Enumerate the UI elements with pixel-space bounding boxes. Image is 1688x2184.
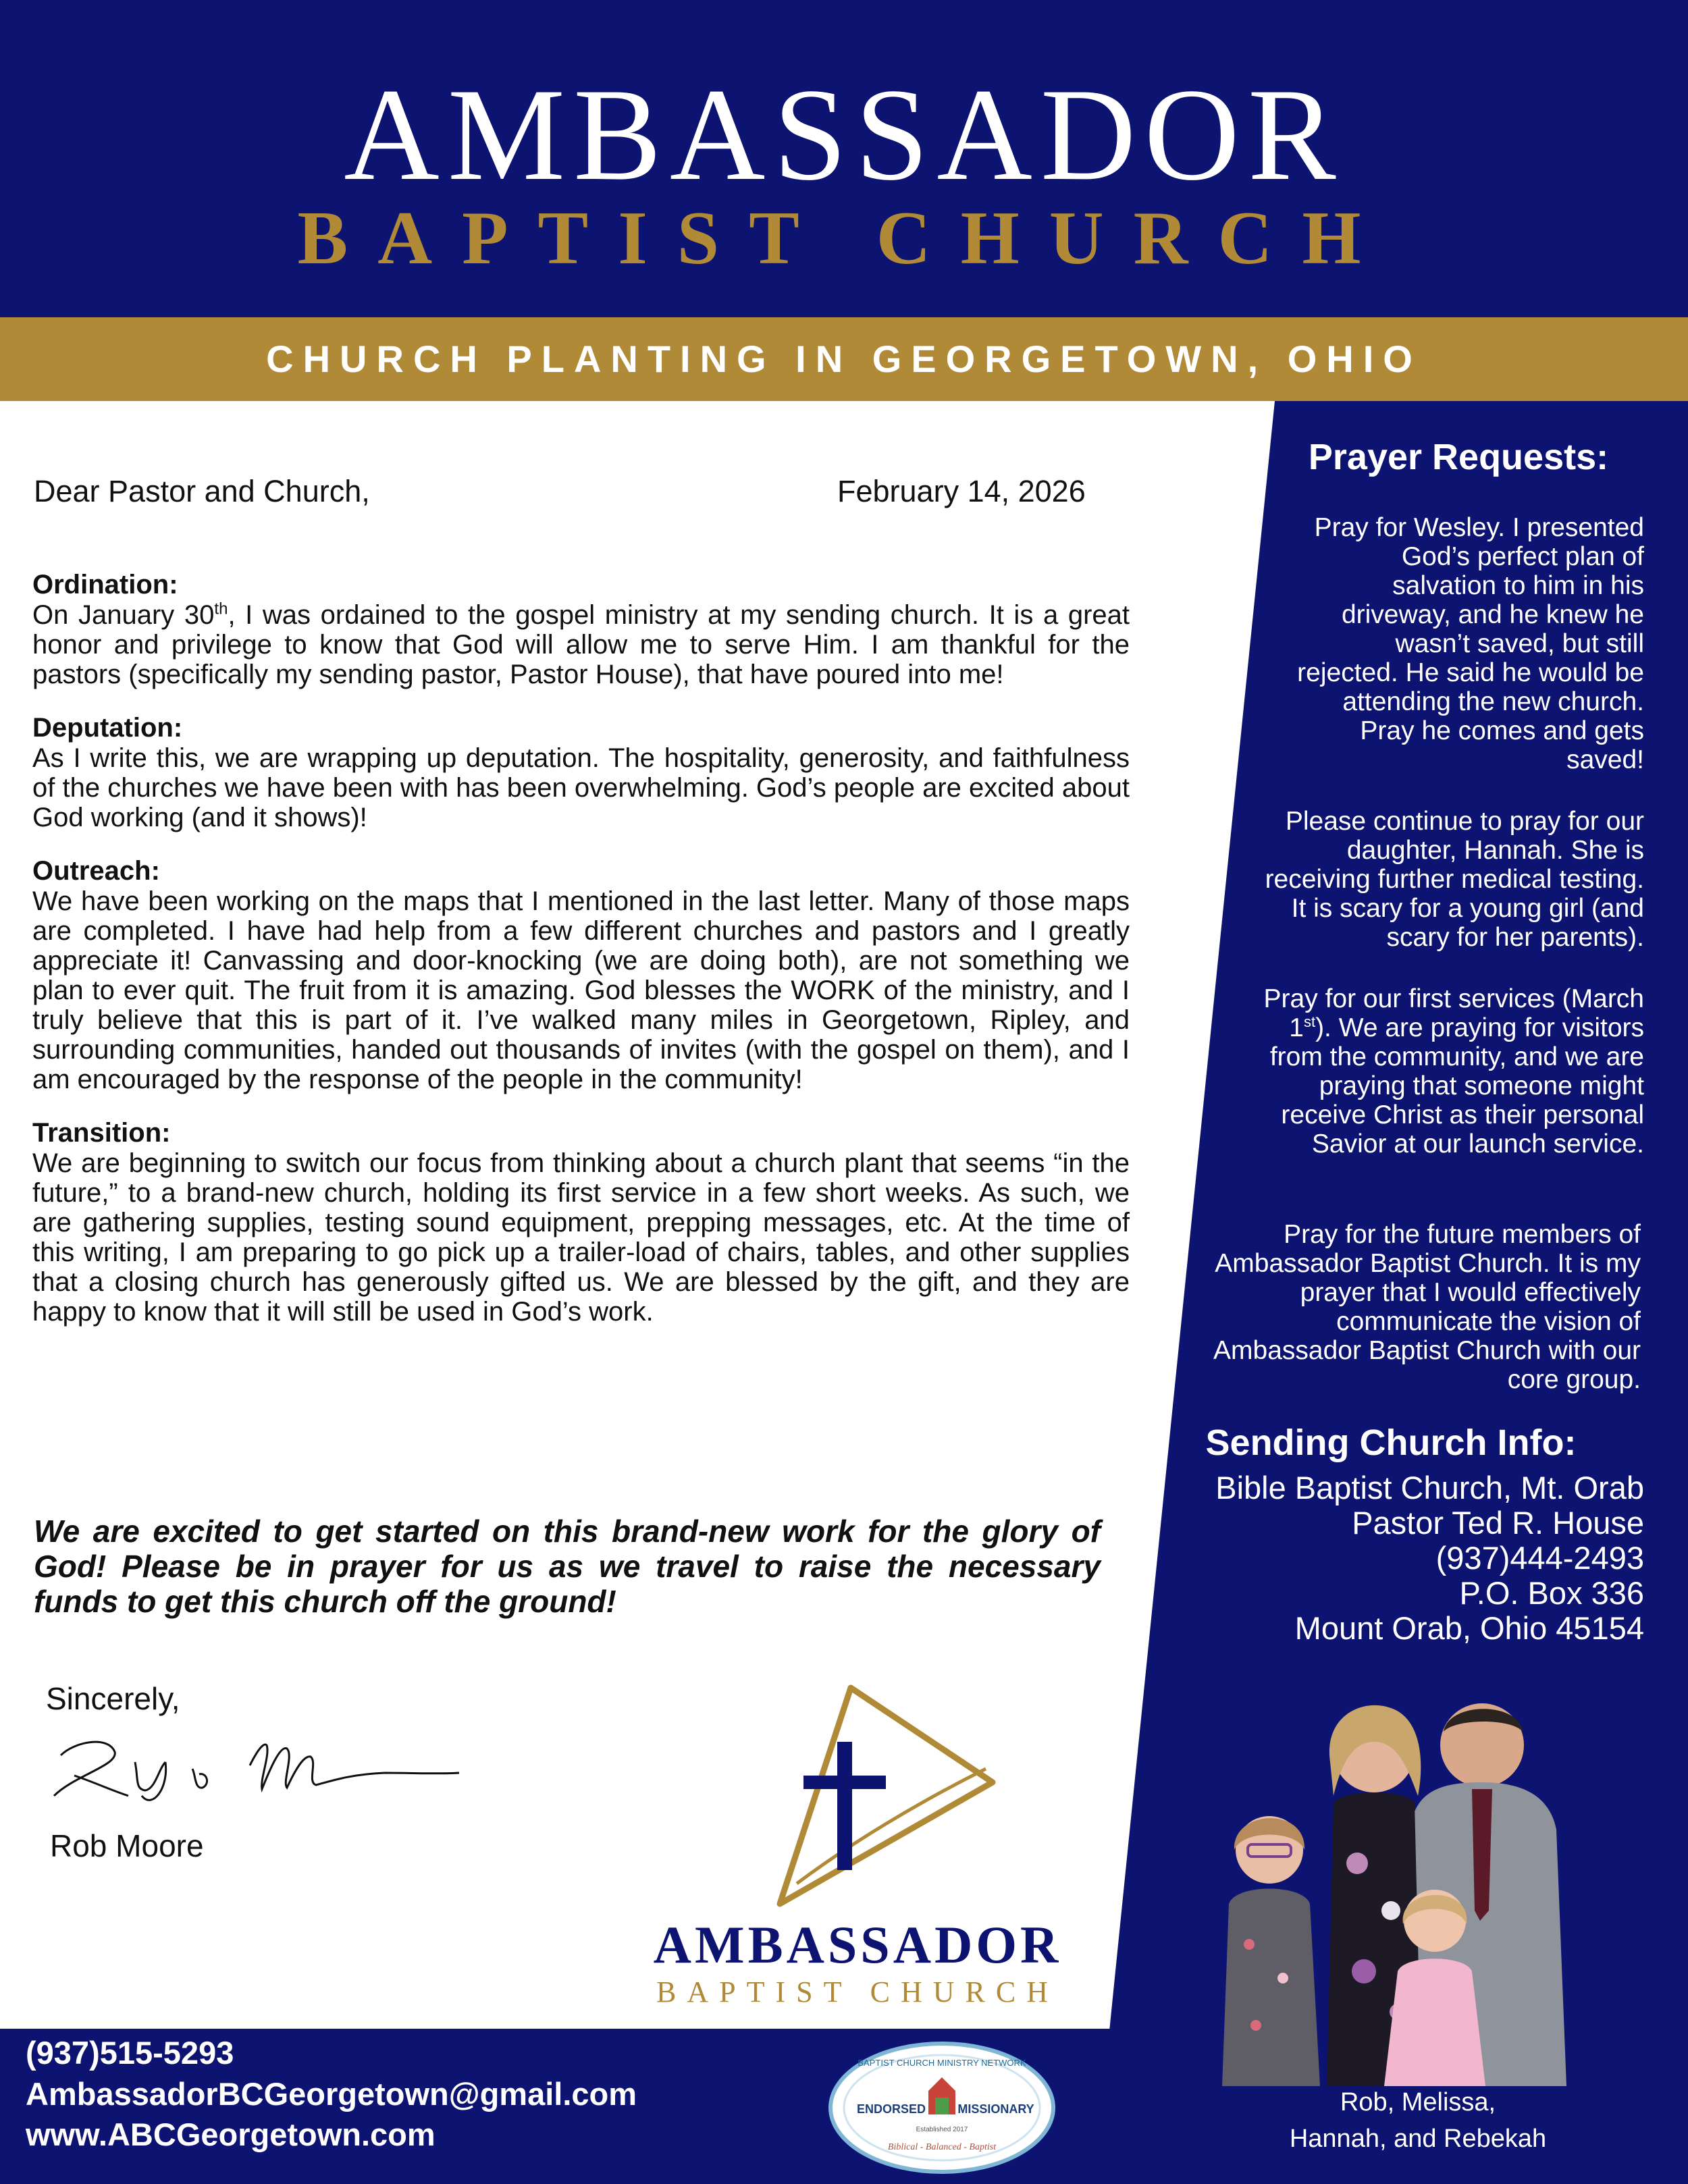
badge-left-text: ENDORSED xyxy=(856,2102,926,2116)
prayer-item: Pray for our first services (March 1st). We are praying for visitors from the community, and we are praying that someone might receive Christ as their personal Savior at our launch service. xyxy=(1263,984,1644,1158)
logo-subtitle: BAPTIST CHURCH xyxy=(656,1975,1059,2008)
badge-top-text: BAPTIST CHURCH MINISTRY NETWORK xyxy=(858,2058,1026,2068)
section-heading: Outreach: xyxy=(32,856,160,886)
signature-image xyxy=(34,1715,466,1816)
letter-date: February 14, 2026 xyxy=(837,474,1086,508)
sending-church-line: (937)444-2493 xyxy=(1435,1540,1644,1576)
logo-title: AMBASSADOR xyxy=(653,1915,1062,1974)
caption-line: Rob, Melissa, xyxy=(1340,2088,1496,2116)
section-heading: Ordination: xyxy=(32,570,178,600)
section-paragraph: On January 30th, I was ordained to the gospel ministry at my sending church. It is a great honor and privilege to know that God will allow me to serve Him. I am thankful for the pastors (specifically my sending pastor, Pastor House), that have poured into me! xyxy=(32,600,1130,689)
badge-right-text: MISSIONARY xyxy=(957,2102,1034,2116)
closing-statement: We are excited to get started on this brand-new work for the glory of God! Please be in prayer for us as we travel to raise the necessary funds to get this church off the ground! xyxy=(34,1514,1101,1619)
prayer-item: Please continue to pray for our daughter, Hannah. She is receiving further medical testing. It is scary for a young girl (and scary for her parents). xyxy=(1265,807,1644,952)
badge-established-text: Established 2017 xyxy=(916,2126,968,2133)
church-title: AMBASSADOR xyxy=(344,61,1344,208)
section-heading: Deputation: xyxy=(32,713,183,743)
sending-church-heading: Sending Church Info: xyxy=(1205,1422,1577,1463)
prayer-item: Pray for the future members of Ambassador Baptist Church. It is my prayer that I would effectively communicate the vision of Ambassador Baptist Church with our core group. xyxy=(1213,1220,1641,1394)
contact-website[interactable]: www.ABCGeorgetown.com xyxy=(26,2116,436,2152)
section-paragraph: We have been working on the maps that I mentioned in the last letter. Many of those maps are completed. I have had help from a few different churches and pastors and I greatly appreciate it! Canvassing and door-knocking (we are doing both), are not something we plan to ever quit. The fruit from it is amazing. God blesses the WORK of the ministry, and I truly believe that this is part of it. I’ve walked many miles in Georgetown, Ripley, and surrounding communities, handed out thousands of invites (with the gospel on them), and I am encouraged by the response of the people in the community! xyxy=(32,886,1130,1094)
greeting: Dear Pastor and Church, xyxy=(34,474,370,508)
church-logo-icon xyxy=(716,1681,999,1924)
section-paragraph: As I write this, we are wrapping up deputation. The hospitality, generosity, and faithfulness of the churches we have been with has been overwhelming. God’s people are excited about God working (and it shows)! xyxy=(32,743,1130,832)
contact-email[interactable]: AmbassadorBCGeorgetown@gmail.com xyxy=(26,2076,637,2112)
sending-church-line: Pastor Ted R. House xyxy=(1352,1505,1644,1541)
signature-name: Rob Moore xyxy=(50,1828,204,1863)
prayer-heading: Prayer Requests: xyxy=(1308,437,1609,477)
family-caption xyxy=(1188,2084,1647,2157)
sending-church-line: Bible Baptist Church, Mt. Orab xyxy=(1215,1470,1644,1506)
contact-phone[interactable]: (937)515-5293 xyxy=(26,2035,234,2071)
signoff: Sincerely, xyxy=(46,1681,180,1716)
section-heading: Transition: xyxy=(32,1118,171,1148)
sending-church-info xyxy=(1114,1470,1644,1646)
prayer-item: Pray for Wesley. I presented God’s perfect plan of salvation to him in his driveway, and he knew he wasn’t saved, but still rejected. He said he would be attending the new church. Pray he comes and gets saved! xyxy=(1297,513,1644,774)
caption-line: Hannah, and Rebekah xyxy=(1289,2125,1547,2153)
church-subtitle: BAPTIST CHURCH xyxy=(297,196,1391,280)
badge-bottom-text: Biblical - Balanced - Baptist xyxy=(887,2142,997,2152)
letter-body xyxy=(32,569,1130,1327)
section-paragraph: We are beginning to switch our focus from thinking about a church plant that seems “in the future,” to a brand-new church, holding its first service in a few short weeks. As such, we are gathering supplies, testing sound equipment, prepping messages, etc. At the time of this writing, I am preparing to go pick up a trailer-load of chairs, tables, and other supplies that a closing church has generously gifted us. We are blessed by the gift, and they are happy to know that it will still be used in God’s work. xyxy=(32,1148,1130,1327)
tagline: CHURCH PLANTING IN GEORGETOWN, OHIO xyxy=(266,338,1422,380)
sending-church-line: P.O. Box 336 xyxy=(1459,1575,1644,1611)
endorsed-missionary-badge-icon xyxy=(827,2040,1057,2175)
sending-church-line: Mount Orab, Ohio 45154 xyxy=(1294,1610,1644,1646)
family-photo xyxy=(1188,1688,1647,2086)
